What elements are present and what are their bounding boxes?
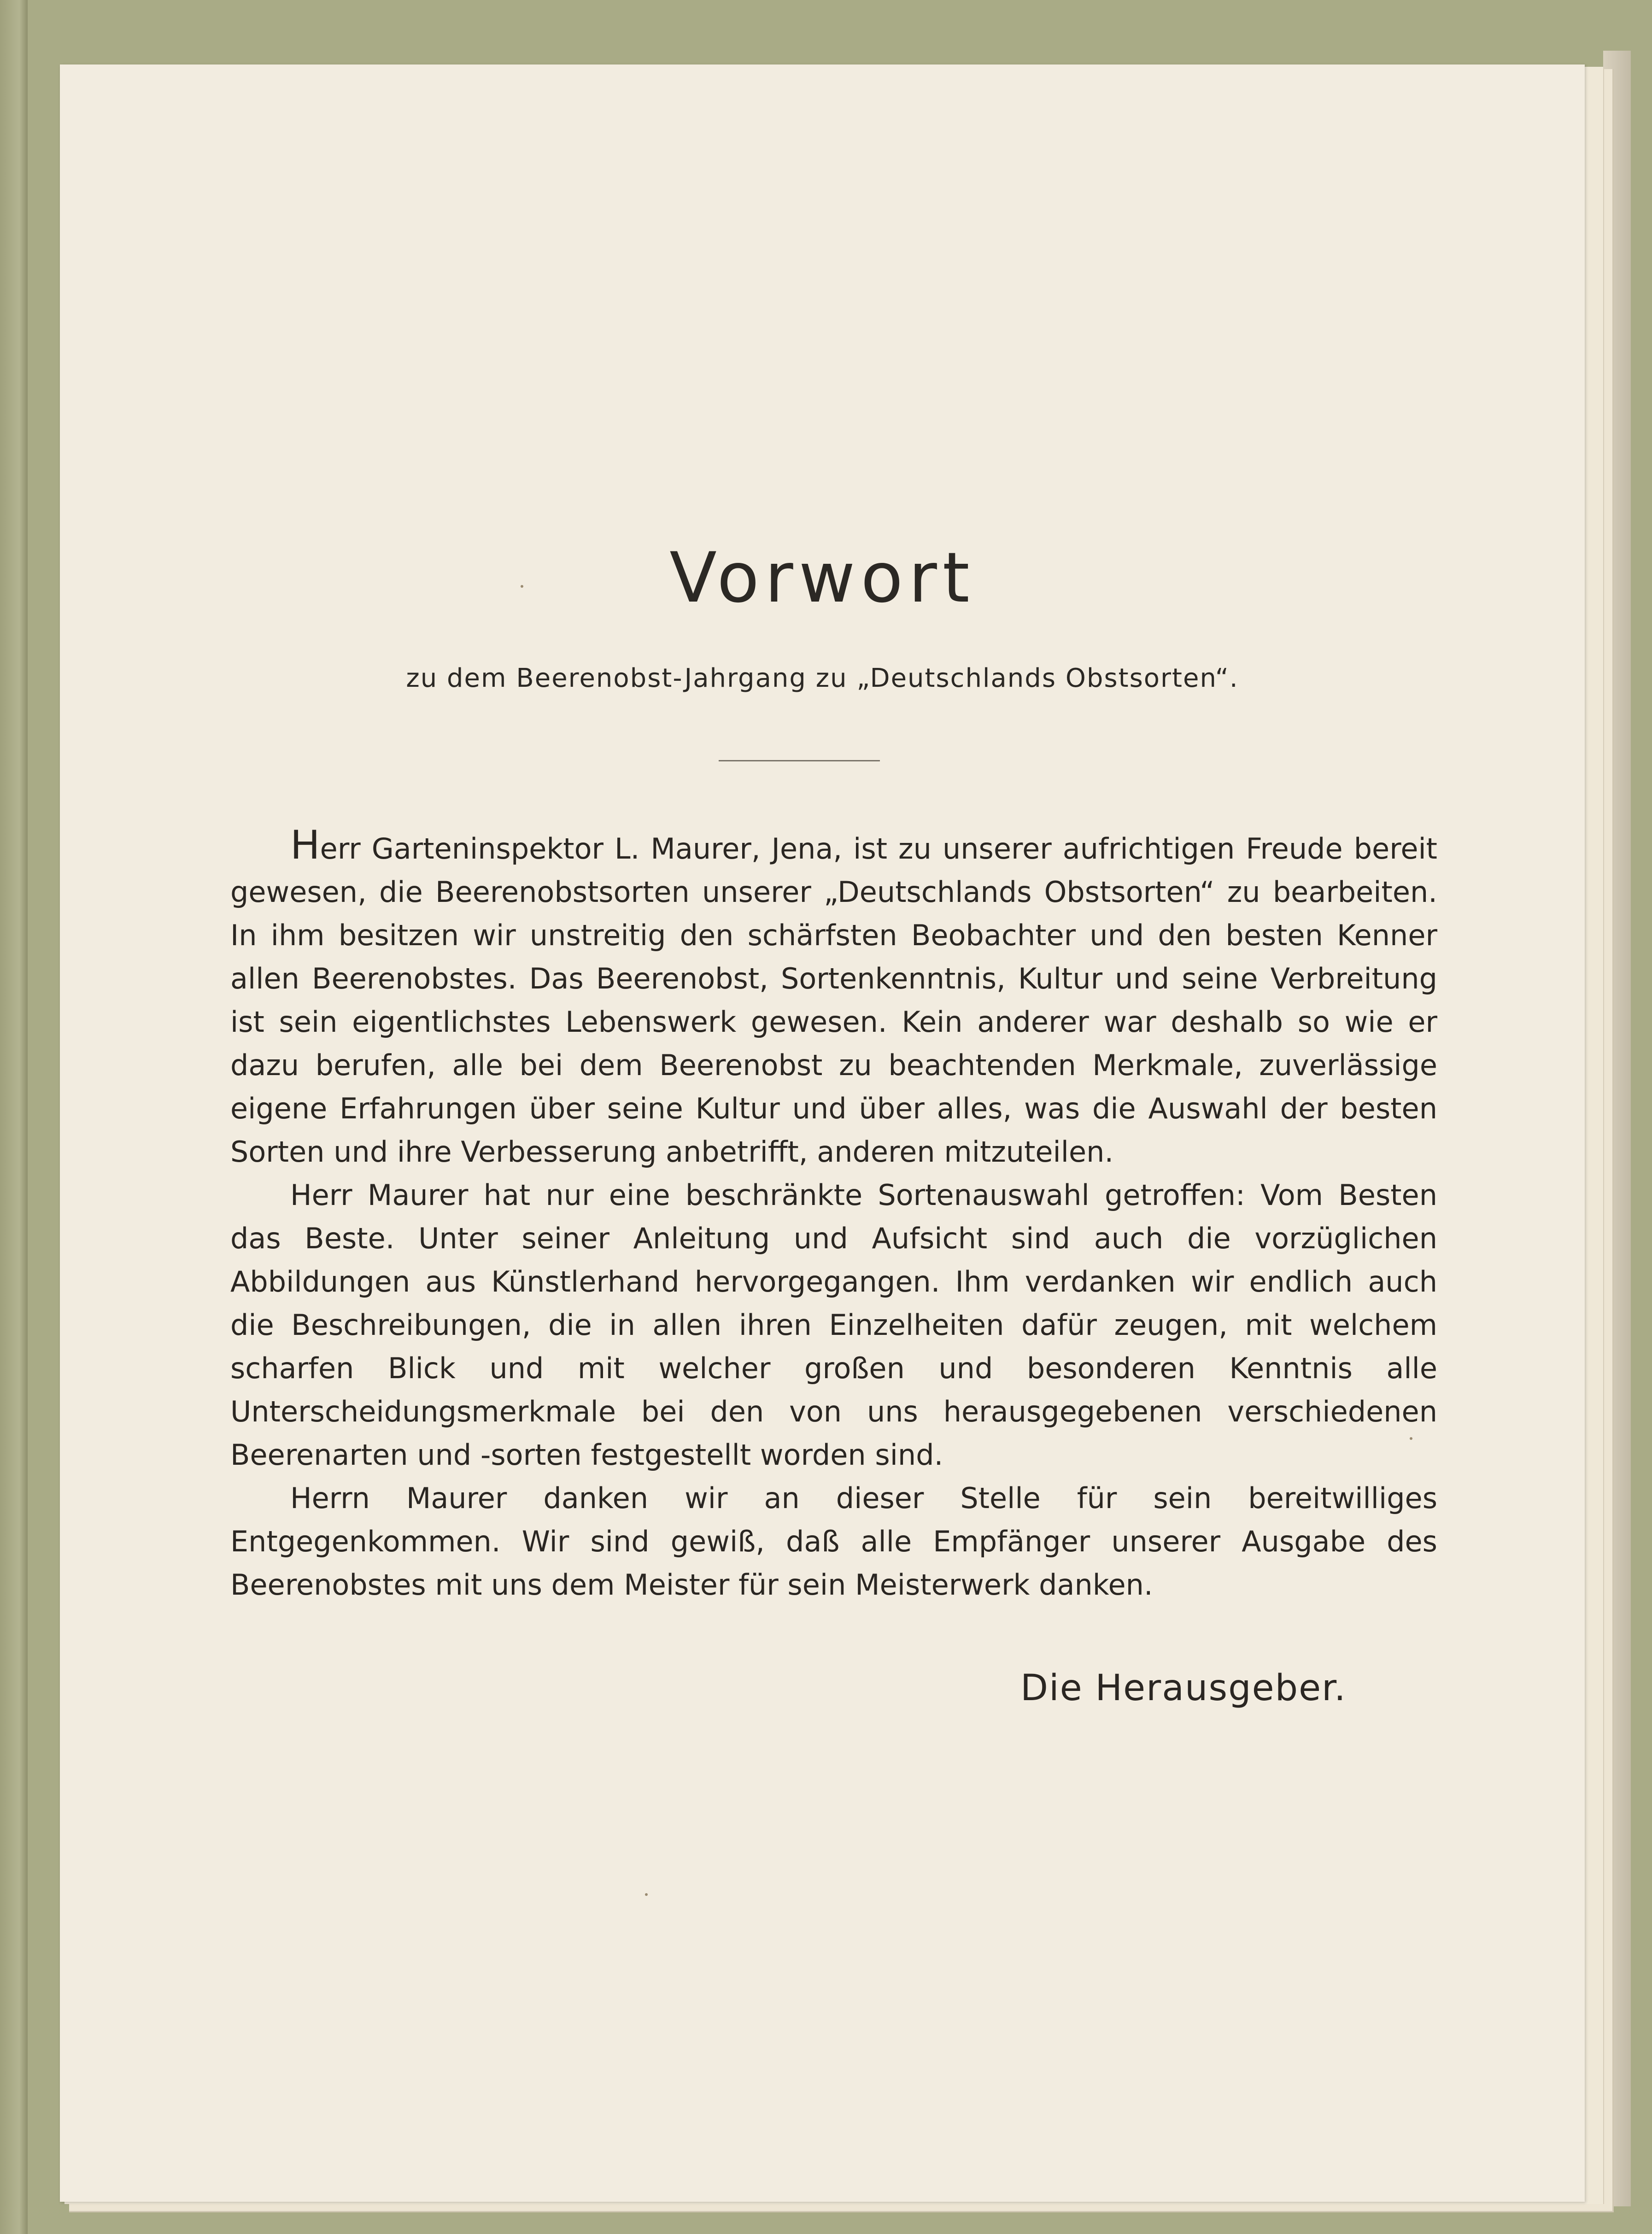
paragraph-text: err Garteninspektor L. Maurer, Jena, ist zu unserer aufrichtigen Freude bereit gewesen, die Beerenobstsorten unserer „Deutschlands Obstsorten“ zu bearbeiten. In ihm besitzen wir unstreitig den schärfsten Beobachter und den besten Kenner allen Beerenobstes. Das Beerenobst, Sortenkenntnis, Kultur und seine Verbreitung ist sein eigentlichstes Lebenswerk gewesen. Kein anderer war deshalb so wie er dazu berufen, alle bei dem Beerenobst zu beachtenden Merkmale, zuverlässige eigene Erfahrungen über seine Kultur und über alles, was die Auswahl der besten Sorten und ihre Verbesserung anbetrifft, anderen mitzuteilen.: [230, 832, 1437, 1169]
paragraph: Herrn Maurer danken wir an dieser Stelle für sein bereitwilliges Entgegenkommen. Wir sind gewiß, daß alle Empfänger unserer Ausgabe des Beerenobstes mit uns dem Meister für sein Meisterwerk danken.: [230, 1481, 1437, 1602]
paragraph: [230, 824, 1437, 1174]
paper-speck: [521, 585, 523, 588]
paper-speck: [1410, 1437, 1412, 1440]
divider-rule: [719, 760, 880, 761]
drop-cap: H: [290, 822, 320, 868]
page-subtitle: zu dem Beerenobst-Jahrgang zu „Deutschlands Obstsorten“.: [406, 663, 1239, 693]
paragraph: Herr Maurer hat nur eine beschränkte Sortenauswahl getroffen: Vom Besten das Beste. Unter seiner Anleitung und Aufsicht sind auch die vorzüglichen Abbildungen aus Künstlerhand hervorgegangen. Ihm verdanken wir endlich auch die Beschreibungen, die in allen ihren Einzelheiten dafür zeugen, mit welchem scharfen Blick und mit welcher großen und besonderen Kenntnis alle Unterscheidungsmerkmale bei den von uns herausgegebenen verschiedenen Beerenarten und -sorten festgestellt worden sind.: [230, 1178, 1437, 1472]
body-text: [230, 824, 1437, 1607]
page-title: Vorwort: [669, 538, 975, 618]
binding-spine-edge: [0, 0, 28, 2234]
document-page: [60, 64, 1585, 2202]
paper-speck: [645, 1893, 648, 1896]
signature: Die Herausgeber.: [1020, 1667, 1347, 1709]
